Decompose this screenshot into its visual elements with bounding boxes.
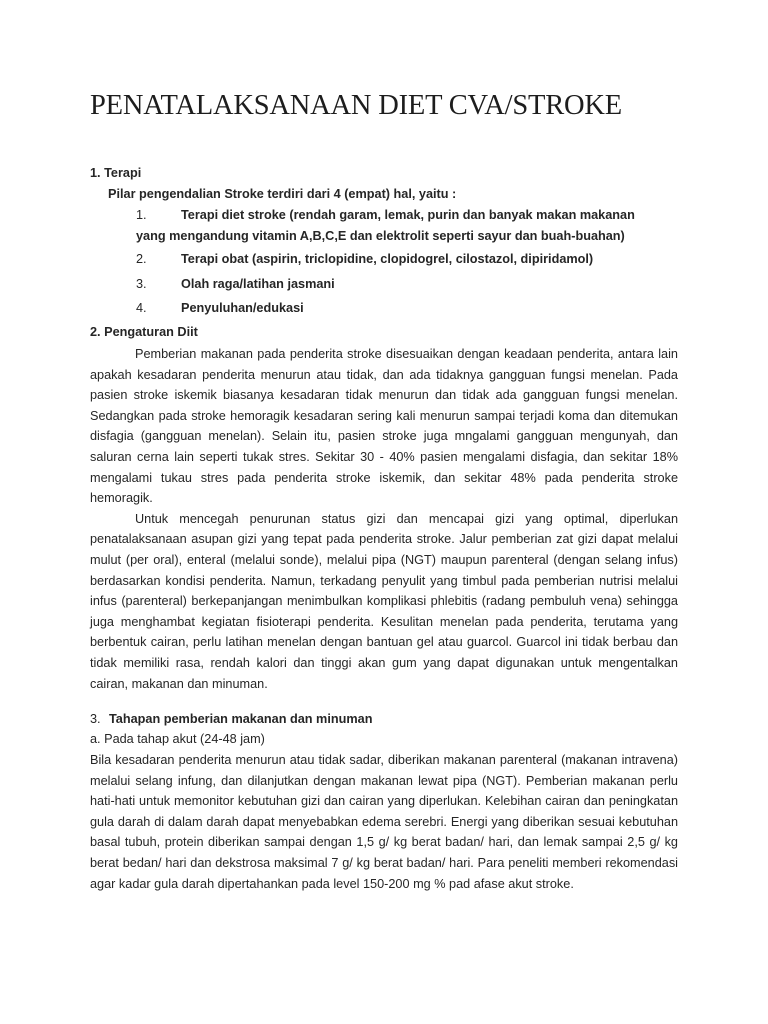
document-title: PENATALAKSANAAN DIET CVA/STROKE (90, 90, 622, 121)
paragraph: Pemberian makanan pada penderita stroke disesuaikan dengan keadaan penderita, antara lain apakah kesadaran penderita menurun atau tidak, dan ada tidaknya gangguan fungsi menelan. Pada pasien stroke iskemik biasanya kesadaran tidak menurun dan tidak ada gangguan fungsi menelan. Sedangkan pada stroke hemoragik kesadaran sering kali menurun sampai terjadi koma dan ditemukan disfagia (gangguan menelan). Selain itu, pasien stroke juga mngalami gangguan mengunyah, dan saluran cerna lain seperti tukak stres. Sekitar 30 - 40% pasien mengalami disfagia, dan sekitar 18% mengalami tukau stres pada penderita stroke iskemik, dan sekitar 48% pada penderita stroke hemoragik. (90, 347, 678, 506)
list-item-number: 1. (136, 208, 147, 222)
list-item-number: 4. (136, 301, 147, 315)
list-item-number: 3. (136, 277, 147, 291)
section3-subheading-a: a. Pada tahap akut (24-48 jam) (90, 732, 265, 746)
list-item-number: 2. (136, 252, 147, 266)
section3-number: 3. (90, 712, 101, 726)
list-item-text: Terapi obat (aspirin, triclopidine, clopidogrel, cilostazol, dipiridamol) (181, 252, 594, 266)
list-item-text: Penyuluhan/edukasi (181, 301, 304, 315)
paragraph: Untuk mencegah penurunan status gizi dan mencapai gizi yang optimal, diperlukan penatalaksanaan asupan gizi yang tepat pada penderita stroke. Jalur pemberian zat gizi dapat melalui mulut (per oral), enteral (melalui sonde), melalui pipa (NGT) maupun parenteral (dengan selang infus) berdasarkan kondisi penderita. Namun, terkadang penyulit yang timbul pada pemberian nutrisi melalui infus (parenteral) berkepanjangan menimbulkan komplikasi phlebitis (radang pembuluh vena) sehingga juga menghambat kegiatan fisioterapi penderita. Kesulitan menelan pada penderita, terutama yang berbentuk cairan, perlu latihan menelan dengan bantuan gel atau guarcol. Guarcol ini tidak berbau dan tidak memiliki rasa, rendah kalori dan tinggi akan gum yang dapat digunakan untuk mengentalkan cairan, makanan dan minuman. (90, 511, 678, 691)
section2-body (90, 344, 678, 694)
list-item-text-continued: yang mengandung vitamin A,B,C,E dan elektrolit seperti sayur dan buah-buahan) (136, 229, 625, 243)
section1-heading: 1. Terapi (90, 166, 142, 180)
section3-body (90, 750, 678, 894)
section1-intro: Pilar pengendalian Stroke terdiri dari 4 (empat) hal, yaitu : (108, 187, 457, 201)
list-item-text: Olah raga/latihan jasmani (181, 277, 335, 291)
section3-heading: Tahapan pemberian makanan dan minuman (109, 712, 373, 726)
paragraph: Bila kesadaran penderita menurun atau tidak sadar, diberikan makanan parenteral (makanan intravena) melalui selang infung, dan dilanjutkan dengan makanan lewat pipa (NGT). Pemberian makanan perlu hati-hati untuk memonitor kebutuhan gizi dan cairan yang diperlukan. Kelebihan cairan dan peningkatan gula darah di dalam darah dapat menyebabkan edema serebri. Energi yang diberikan sesuai kebutuhan basal tubuh, protein diberikan sampai dengan 1,5 g/ kg berat badan/ hari, dan lemak sampai 2,5 g/ kg berat bedan/ hari dan dekstrosa maksimal 7 g/ kg berat badan/ hari. Para peneliti memberi rekomendasi agar kadar gula darah dipertahankan pada level 150-200 mg % pad afase akut stroke. (90, 753, 678, 891)
list-item-text: Terapi diet stroke (rendah garam, lemak, purin dan banyak makan makanan (181, 208, 635, 222)
section2-heading: 2. Pengaturan Diit (90, 325, 198, 339)
